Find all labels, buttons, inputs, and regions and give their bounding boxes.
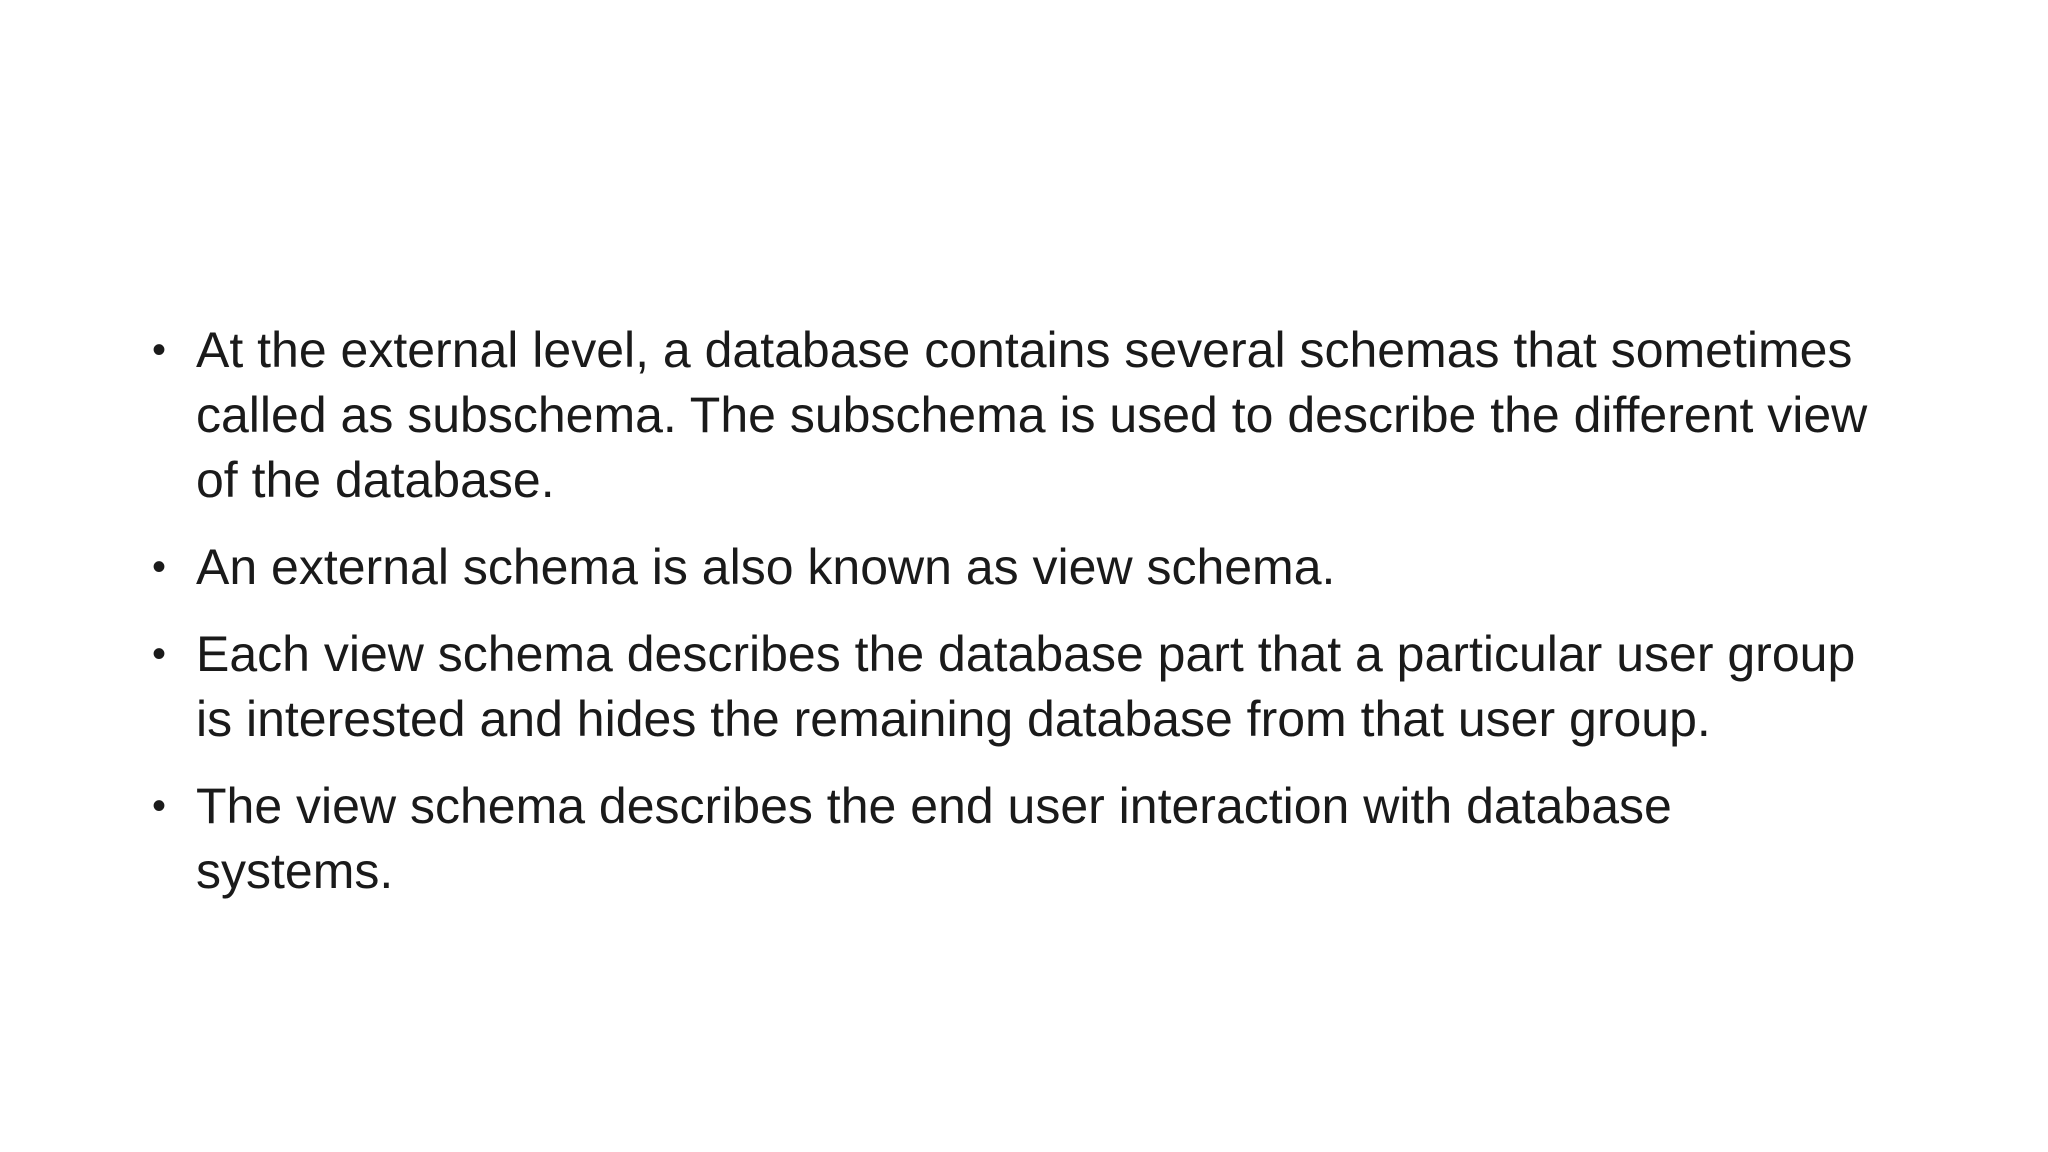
bullet-text: At the external level, a database contains several schemas that sometimes called as subschema. The subschema is used to describe the different view of the database.	[196, 322, 1868, 508]
bullet-dot-icon: •	[152, 328, 167, 372]
bullet-text: The view schema describes the end user interaction with database systems.	[196, 778, 1672, 899]
bullet-item	[152, 622, 1872, 752]
bullet-text: Each view schema describes the database part that a particular user group is interested and hides the remaining database from that user group.	[196, 626, 1856, 747]
bullet-dot-icon: •	[152, 545, 167, 589]
bullet-list	[152, 318, 1872, 926]
bullet-item	[152, 318, 1872, 513]
bullet-dot-icon: •	[152, 632, 167, 676]
bullet-item	[152, 535, 1872, 600]
bullet-dot-icon: •	[152, 784, 167, 828]
bullet-text: An external schema is also known as view schema.	[196, 539, 1336, 595]
bullet-item	[152, 774, 1872, 904]
